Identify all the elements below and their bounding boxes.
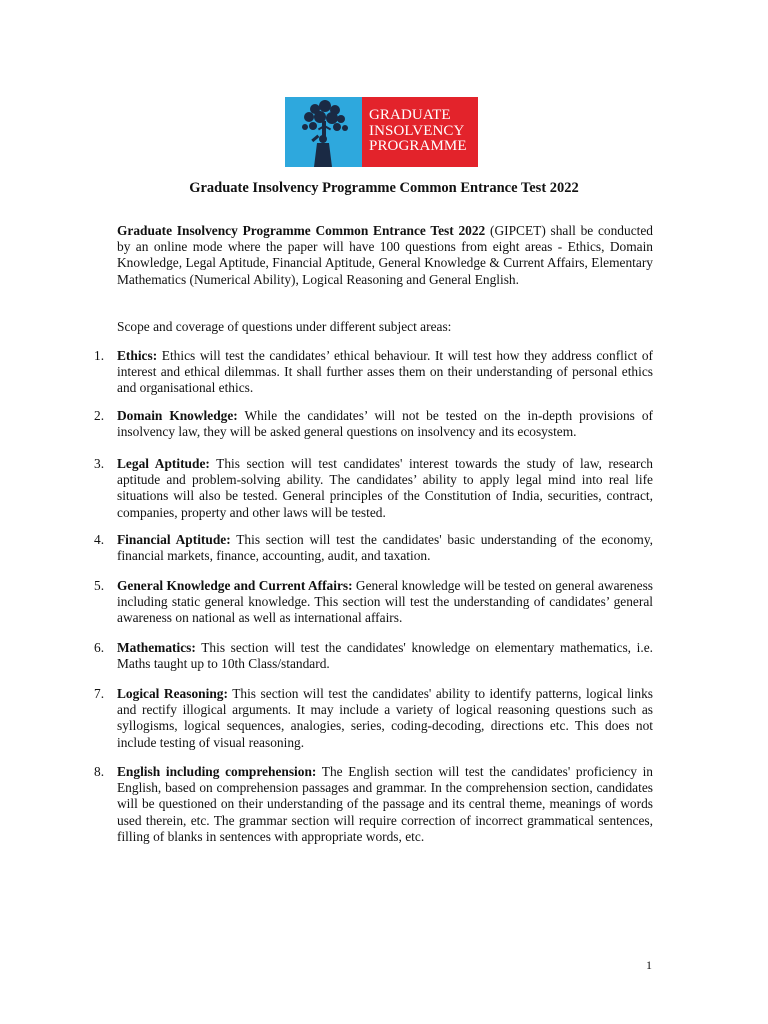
item-text: This section will test the candidates' basic understanding of the economy, financial markets, finance, accounting, audit, and taxation. [117,532,653,564]
item-text: While the candidates’ will not be tested on the in-depth provisions of insolvency law, they will be asked general questions on insolvency and its ecosystem. [117,408,653,440]
item-body [117,408,653,440]
item-text: This section will test the candidates' ability to identify patterns, logical links and rectify illogical arguments. It may include a variety of logical reasoning questions such as syllogisms, logical sequences, analogies, series, coding-decoding, directions etc. This does not include testing of visual reasoning. [117,686,654,750]
item-label: General Knowledge and Current Affairs: [117,578,353,593]
item-label: Financial Aptitude: [117,532,231,547]
item-label: Logical Reasoning: [117,686,228,701]
item-text: The English section will test the candidates' proficiency in English, based on comprehension passages and grammar. In the comprehension section, candidates will be questioned on their understanding of the passage and its central theme, meanings of words used therein, etc. The grammar section will require correction of incorrect grammatical sentences, filling of blanks in sentences with appropriate words, etc. [117,764,653,844]
scope-heading: Scope and coverage of questions under different subject areas: [117,319,452,334]
item-number: 7. [94,686,105,701]
item-body [117,640,653,672]
item-label: Legal Aptitude: [117,456,210,471]
item-number: 3. [94,456,105,471]
intro-text: (GIPCET) shall be conducted by an online mode where the paper will have 100 questions from eight areas - Ethics, Domain Knowledge, Legal Aptitude, Financial Aptitude, General Knowledge & Current Affairs, Elementary Mathematics (Numerical Ability), Logical Reasoning and General English. [117,223,653,287]
item-body [117,456,653,521]
item-number: 4. [94,532,105,547]
item-text: General knowledge will be tested on general awareness including static general knowledge. This section will test the understanding of candidates’ general awareness on national as well as international affairs. [117,578,653,626]
intro-bold: Graduate Insolvency Programme Common Entrance Test 2022 [117,223,486,238]
page-number: 1 [646,958,652,972]
item-number: 8. [94,764,105,779]
item-number: 5. [94,578,105,593]
item-body [117,578,653,627]
gip-logo [285,97,478,167]
item-label: Mathematics: [117,640,196,655]
item-text: Ethics will test the candidates’ ethical behaviour. It will test how they address conflict of interest and ethical dilemmas. It shall further asses them on their understanding of personal ethics and organisational ethics. [117,348,653,396]
item-body [117,764,653,845]
item-body [117,686,653,751]
item-label: English including comprehension: [117,764,317,779]
item-number: 2. [94,408,105,423]
item-label: Domain Knowledge: [117,408,238,423]
graduate-tree-icon [285,97,362,167]
logo-wordmark [362,97,478,167]
item-number: 6. [94,640,105,655]
item-body [117,348,653,397]
document-title: Graduate Insolvency Programme Common Entrance Test 2022 [189,180,579,196]
item-text: This section will test candidates' interest towards the study of law, research aptitude and problem-solving ability. The candidates’ ability to apply legal mind into real life situations will also be tested. General principles of the Constitution of India, securities, contract, companies, property and other laws will be tested. [117,456,654,520]
item-body [117,532,653,564]
intro-paragraph [117,223,653,288]
logo-line-3: PROGRAMME [369,138,467,154]
item-text: This section will test the candidates' knowledge on elementary mathematics, i.e. Maths taught up to 10th Class/standard. [117,640,653,672]
item-label: Ethics: [117,348,158,363]
logo-line-2: INSOLVENCY [369,122,465,139]
item-number: 1. [94,348,105,363]
logo-line-1: GRADUATE [369,107,451,123]
